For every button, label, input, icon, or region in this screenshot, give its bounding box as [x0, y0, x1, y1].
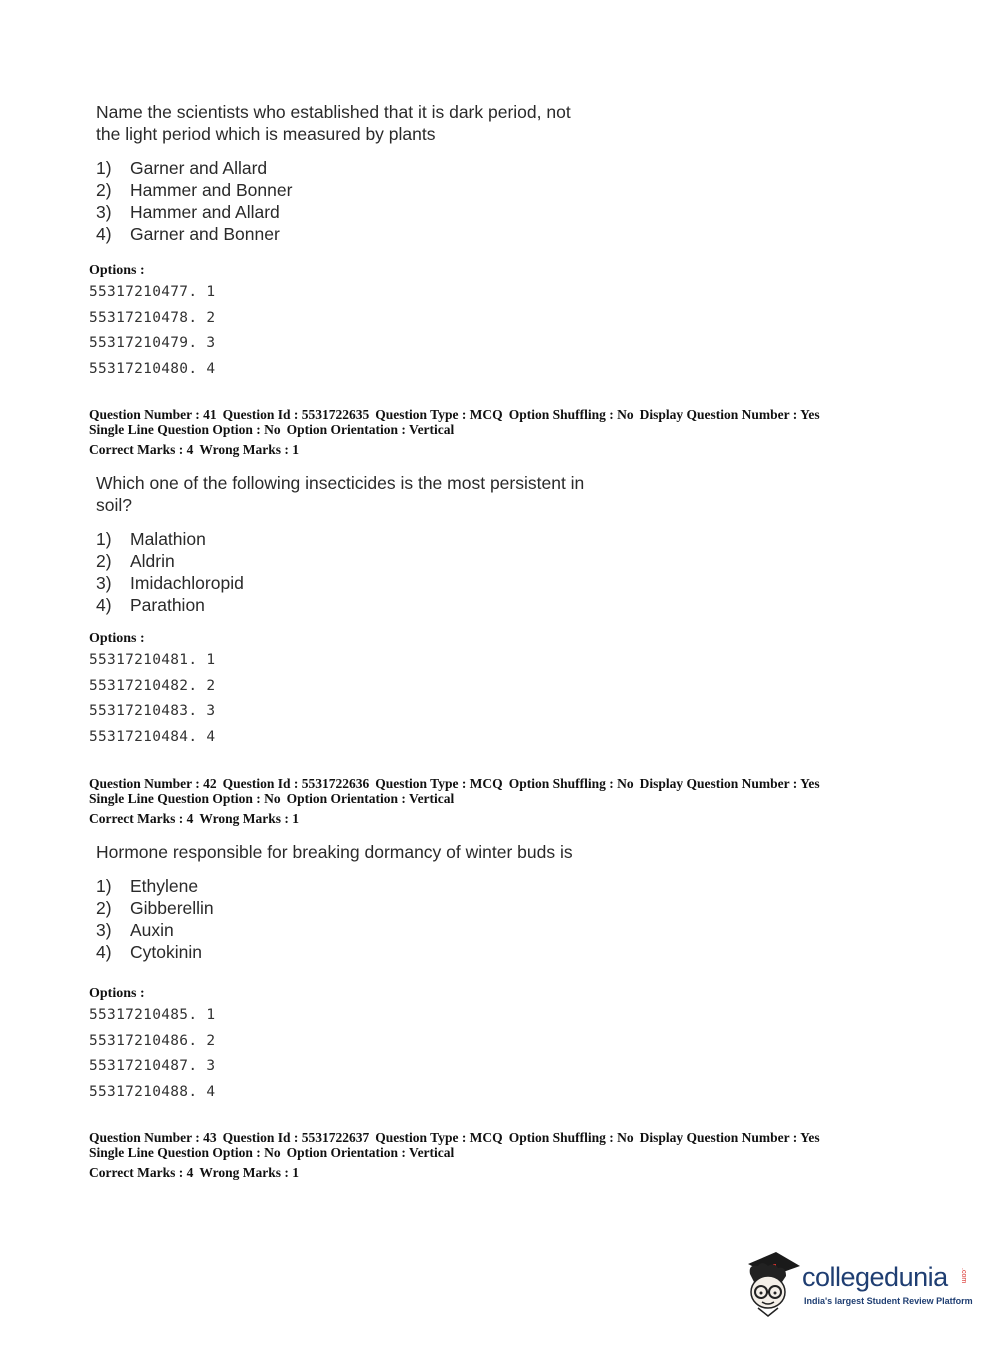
answer-choice: 3) Auxin [96, 920, 174, 940]
answer-choice: 4) Parathion [96, 595, 205, 615]
collegedunia-logo [742, 1250, 973, 1320]
answer-choice: 4) Garner and Bonner [96, 224, 280, 244]
option-id: 55317210480. 4 [89, 360, 216, 377]
answer-choice: 1) Ethylene [96, 876, 199, 896]
question-meta: Question Number : 42 Question Id : 5531722636 Question Type : MCQ Option Shuffling : No Display Question Number : Yes Single Line Question Option : No Option Orientation : Vertical Correct Marks : 4 Wrong Marks : 1 [89, 776, 820, 826]
answer-choice: 3) Imidachloropid [96, 573, 244, 593]
answer-choice: 1) Malathion [96, 529, 206, 549]
question-text: Hormone responsible for breaking dormancy of winter buds is [96, 842, 573, 862]
question-40 [96, 101, 586, 245]
option-id: 55317210488. 4 [89, 1083, 216, 1100]
answer-choices [96, 157, 586, 245]
option-id: 55317210484. 4 [89, 728, 216, 745]
question-42 [96, 841, 656, 963]
mascot-icon [742, 1250, 802, 1320]
answer-choice: 3) Hammer and Allard [96, 202, 280, 222]
options-list [89, 630, 215, 750]
option-id: 55317210482. 2 [89, 677, 216, 694]
option-id: 55317210486. 2 [89, 1032, 216, 1049]
option-id: 55317210477. 1 [89, 284, 216, 300]
answer-choice: 2) Hammer and Bonner [96, 180, 293, 200]
question-41 [96, 472, 586, 616]
answer-choice: 4) Cytokinin [96, 942, 202, 962]
question-meta: Question Number : 41 Question Id : 5531722635 Question Type : MCQ Option Shuffling : No Display Question Number : Yes Single Line Question Option : No Option Orientation : Vertical Correct Marks : 4 Wrong Marks : 1 [89, 407, 820, 457]
answer-choices [96, 528, 586, 616]
answer-choices [96, 875, 656, 963]
option-id: 55317210481. 1 [89, 652, 216, 668]
option-id: 55317210485. 1 [89, 1007, 216, 1023]
question-meta: Question Number : 43 Question Id : 5531722637 Question Type : MCQ Option Shuffling : No Display Question Number : Yes Single Line Question Option : No Option Orientation : Vertical Correct Marks : 4 Wrong Marks : 1 [89, 1130, 820, 1180]
question-text: Which one of the following insecticides is the most persistent in soil? [96, 473, 585, 515]
option-id: 55317210483. 3 [89, 703, 216, 719]
logo-wordmark: collegedunia [802, 1262, 948, 1292]
option-id: 55317210478. 2 [89, 309, 216, 326]
options-label: Options : [89, 986, 145, 1001]
logo-tagline: India's largest Student Review Platform [804, 1296, 973, 1306]
options-label: Options : [89, 631, 145, 646]
options-list [89, 985, 215, 1105]
answer-choice: 1) Garner and Allard [96, 158, 268, 178]
options-list [89, 262, 215, 382]
option-id: 55317210487. 3 [89, 1058, 216, 1074]
logo-suffix: .com [960, 1268, 967, 1284]
options-label: Options : [89, 263, 145, 278]
answer-choice: 2) Gibberellin [96, 898, 214, 918]
answer-choice: 2) Aldrin [96, 551, 175, 571]
option-id: 55317210479. 3 [89, 335, 216, 351]
question-text: Name the scientists who established that it is dark period, not the light period which is measured by plants [96, 102, 571, 144]
